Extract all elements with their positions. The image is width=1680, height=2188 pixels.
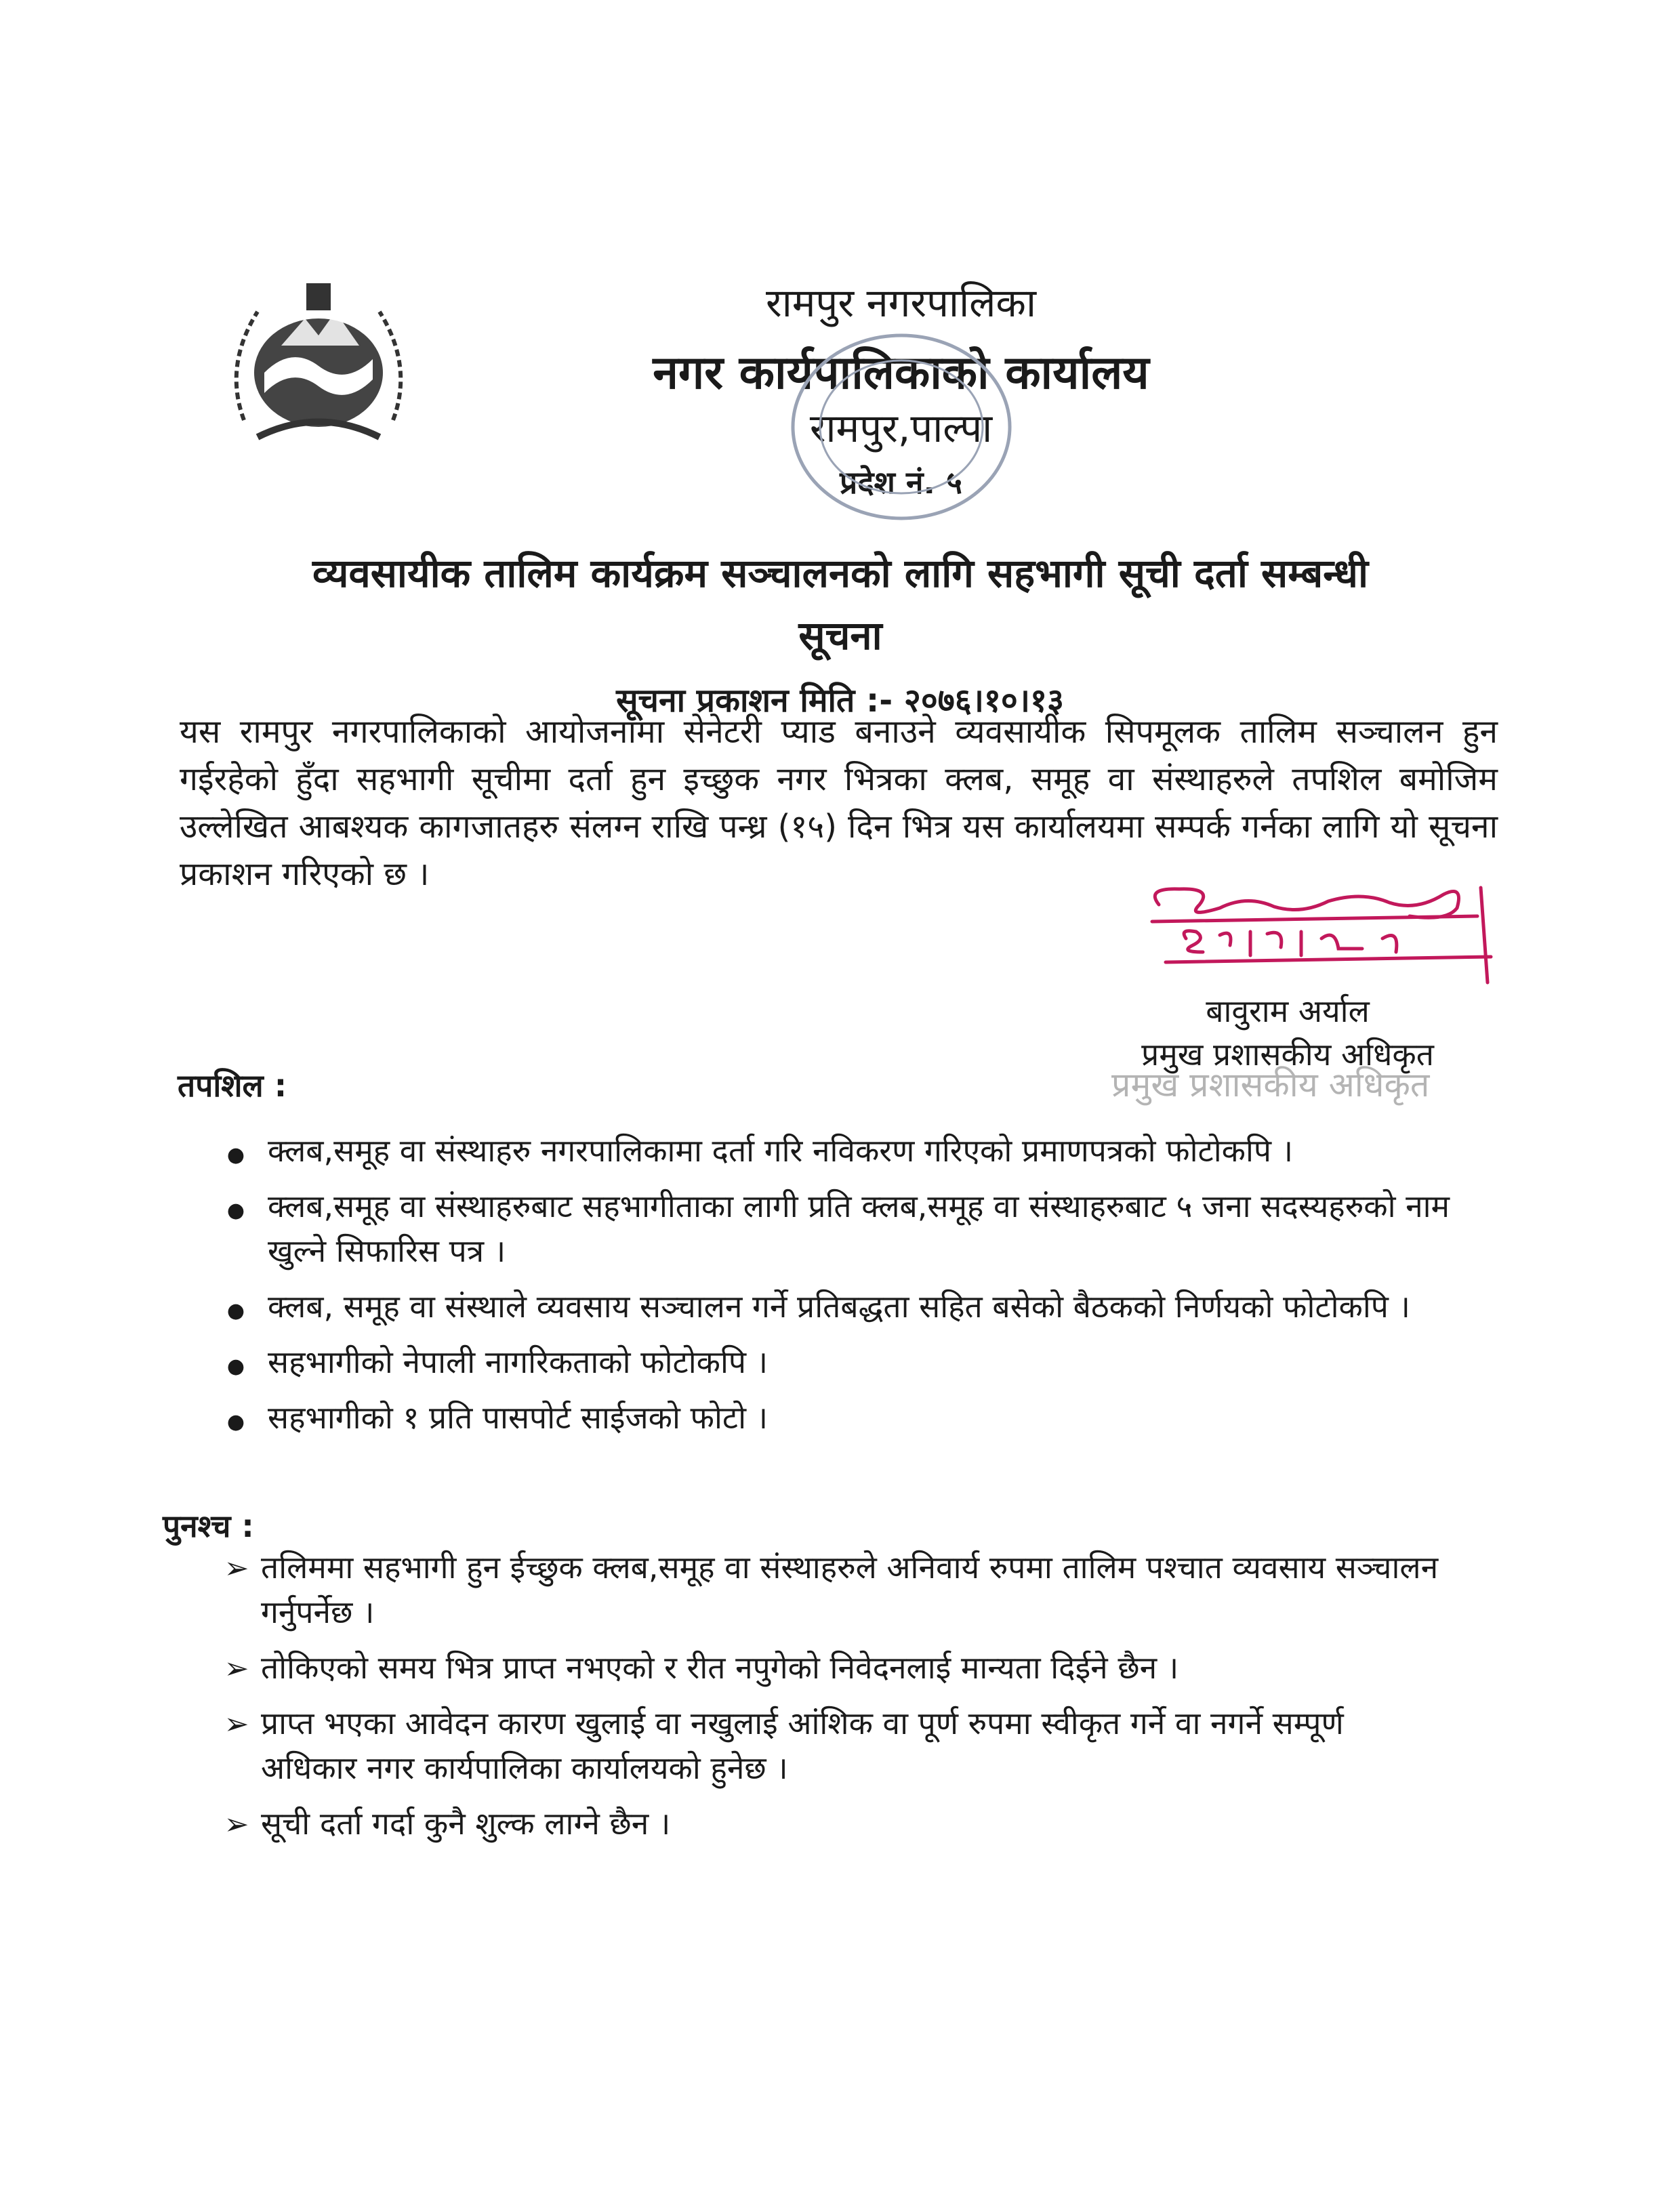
postscript-text: प्राप्त भएका आवेदन कारण खुलाई वा नखुलाई आंशिक वा पूर्ण रुपमा स्वीकृत गर्ने वा नगर्ने सम्पूर्ण अधिकार नगर कार्यपालिका कार्यालयको हुनेछ । — [261, 1705, 1344, 1786]
arrow-bullet-icon — [220, 1545, 253, 1591]
notice-title-line-1: व्यवसायीक तालिम कार्यक्रम सञ्चालनको लागि सहभागी सूची दर्ता सम्बन्धी — [312, 550, 1368, 596]
postscript-heading: पुनश्च : — [163, 1508, 254, 1544]
notice-title-line-2: सूचना — [798, 613, 882, 659]
list-item — [261, 1801, 1443, 1846]
publication-date: सूचना प्रकाशन मिति :- २०७६।१०।१३ — [616, 682, 1064, 720]
handwritten-signature — [1139, 874, 1504, 989]
bullet-icon — [226, 1395, 246, 1445]
requirement-text: सहभागीको नेपाली नागरिकताको फोटोकपि । — [268, 1344, 769, 1380]
requirements-heading: तपशिल : — [178, 1067, 287, 1104]
office-location: रामपुर,पाल्पा — [809, 405, 993, 451]
arrow-bullet-icon — [220, 1701, 253, 1747]
requirement-text: क्लब,समूह वा संस्थाहरु नगरपालिकामा दर्ता गरि नविकरण गरिएको प्रमाणपत्रको फोटोकपि । — [268, 1132, 1294, 1169]
bullet-icon — [226, 1184, 246, 1233]
requirement-text: क्लब, समूह वा संस्थाले व्यवसाय सञ्चालन गर्ने प्रतिबद्धता सहित बसेको बैठकको निर्णयको फोटोकपि । — [268, 1288, 1410, 1325]
postscript-text: तलिममा सहभागी हुन ईच्छुक क्लब,समूह वा संस्थाहरुले अनिवार्य रुपमा तालिम पश्चात व्यवसाय सञ्चालन गर्नुपर्नेछ । — [261, 1549, 1439, 1630]
requirement-text: क्लब,समूह वा संस्थाहरुबाट सहभागीताका लागी प्रति क्लब,समूह वा संस्थाहरुबाट ५ जना सदस्यहरुको नाम खुल्ने सिफारिस पत्र । — [268, 1188, 1450, 1269]
requirement-text: सहभागीको १ प्रति पासपोर्ट साईजको फोटो । — [268, 1399, 769, 1436]
list-item — [268, 1184, 1450, 1273]
arrow-bullet-icon — [220, 1645, 253, 1691]
postscript-text: तोकिएको समय भित्र प्राप्त नभएको र रीत नपुगेको निवेदनलाई मान्यता दिईने छैन । — [261, 1649, 1179, 1686]
arrow-bullet-icon — [220, 1801, 253, 1847]
notice-title — [203, 542, 1477, 667]
office-seal-stamp — [786, 325, 1017, 529]
list-item — [268, 1128, 1450, 1173]
list-item — [268, 1284, 1450, 1329]
bullet-icon — [226, 1128, 246, 1178]
bullet-icon — [226, 1340, 246, 1389]
office-name: नगर कार्यपालिकाको कार्यालय — [653, 346, 1149, 400]
signatory-designation: प्रमुख प्रशासकीय अधिकृत — [1141, 1036, 1434, 1073]
postscript-text: सूची दर्ता गर्दा कुनै शुल्क लाग्ने छैन । — [261, 1805, 671, 1842]
list-item — [261, 1701, 1443, 1790]
bullet-icon — [226, 1284, 246, 1334]
list-item — [261, 1545, 1443, 1634]
requirements-list — [268, 1128, 1450, 1451]
designation-stamp: प्रमुख प्रशासकीय अधिकृत — [1111, 1065, 1430, 1105]
list-item — [261, 1645, 1443, 1690]
signatory-name: बावुराम अर्याल — [1206, 993, 1370, 1029]
municipality-name: रामपुर नगरपालिका — [766, 280, 1036, 326]
notice-body: यस रामपुर नगरपालिकाको आयोजनामा सेनेटरी प्याड बनाउने व्यवसायीक सिपमूलक तालिम सञ्चालन हुन गईरहेको हुँदा सहभागी सूचीमा दर्ता हुन इच्छुक नगर भित्रका क्लब, समूह वा संस्थाहरुले तपशिल बमोजिम उल्लेखित आबश्यक कागजातहरु संलग्न राखि पन्ध्र (१५) दिन भित्र यस कार्यालयमा सम्पर्क गर्नका लागि यो सूचना प्रकाशन गरिएको छ । — [180, 713, 1498, 893]
postscript-list — [261, 1545, 1443, 1857]
list-item — [268, 1340, 1450, 1384]
list-item — [268, 1395, 1450, 1440]
province-number: प्रदेश नं. ५ — [840, 464, 962, 501]
